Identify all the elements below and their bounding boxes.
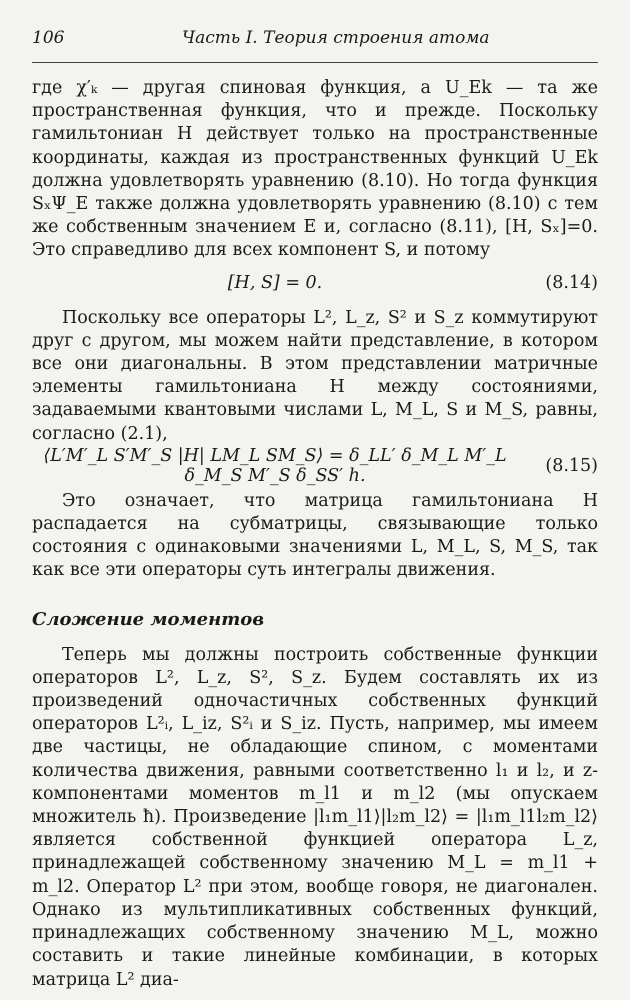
running-header (32, 28, 598, 63)
section-heading: Сложение моментов (32, 608, 265, 630)
equation-body: ⟨L′M′_L S′M′_S |H| LM_L SM_S⟩ = δ_LL′ δ_M_L M′_L δ_M_S M′_S δ_SS′ h. (43, 445, 507, 486)
paragraph-4: Теперь мы должны построить собственные функции операторов L², L_z, S², S_z. Будем составлять их из произведений одночастичных собственных функций операторов L²ᵢ, L_iz, S²ᵢ и S_iz. Пусть, например, мы имеем две частицы, не обладающие спином, с моментами количества движения, равными соответственно l₁ и l₂, и z-компонентами моментов m_l1 и m_l2 (мы опускаем множитель ħ). Произведение |l₁m_l1⟩|l₂m_l2⟩ = |l₁m_l1l₂m_l2⟩ является собственной функцией оператора L_z, принадлежащей собственному значению M_L = m_l1 + m_l2. Оператор L² при этом, вообще говоря, не диагонален. Однако из мультипликативных собственных функций, принадлежащих собственному значению M_L, можно составить и такие линейные комбинации, в которых матрица L² диа- (32, 644, 598, 990)
paragraph-3: Это означает, что матрица гамильтониана H распадается на субматрицы, связывающие только состояния с одинаковыми значениями L, M_L, S, M_S, так как все эти операторы суть интегралы движения. (32, 490, 598, 581)
page-number: 106 (32, 28, 65, 48)
running-title: Часть I. Теория строения атома (182, 28, 490, 48)
paragraph-1: где χ′ₖ — другая спиновая функция, а U_Ek — та же пространственная функция, что и прежде. Поскольку гамильтониан H действует только на пространственные координаты, каждая из пространственных функций U_Ek должна удовлетворять уравнению (8.10). Но тогда функция SₓΨ_E также должна удовлетворять уравнению (8.10) с тем же собственным значением E и, согласно (8.11), [H, Sₓ]=0. Это справедливо для всех компонент S, и потому (32, 78, 598, 261)
equation-number: (8.14) (545, 272, 598, 293)
equation-8-15 (32, 445, 598, 486)
book-page (32, 28, 598, 992)
equation-8-14 (32, 265, 598, 301)
paragraph-2: Поскольку все операторы L², L_z, S² и S_z коммутируют друг с другом, мы можем найти представление, в котором все они диагональны. В этом представлении матричные элементы гамильтониана H между состояниями, задаваемыми квантовыми числами L, M_L, S и M_S, равны, согласно (2.1), (32, 307, 598, 444)
equation-body: [H, S] = 0. (227, 272, 323, 293)
equation-number: (8.15) (545, 455, 598, 476)
